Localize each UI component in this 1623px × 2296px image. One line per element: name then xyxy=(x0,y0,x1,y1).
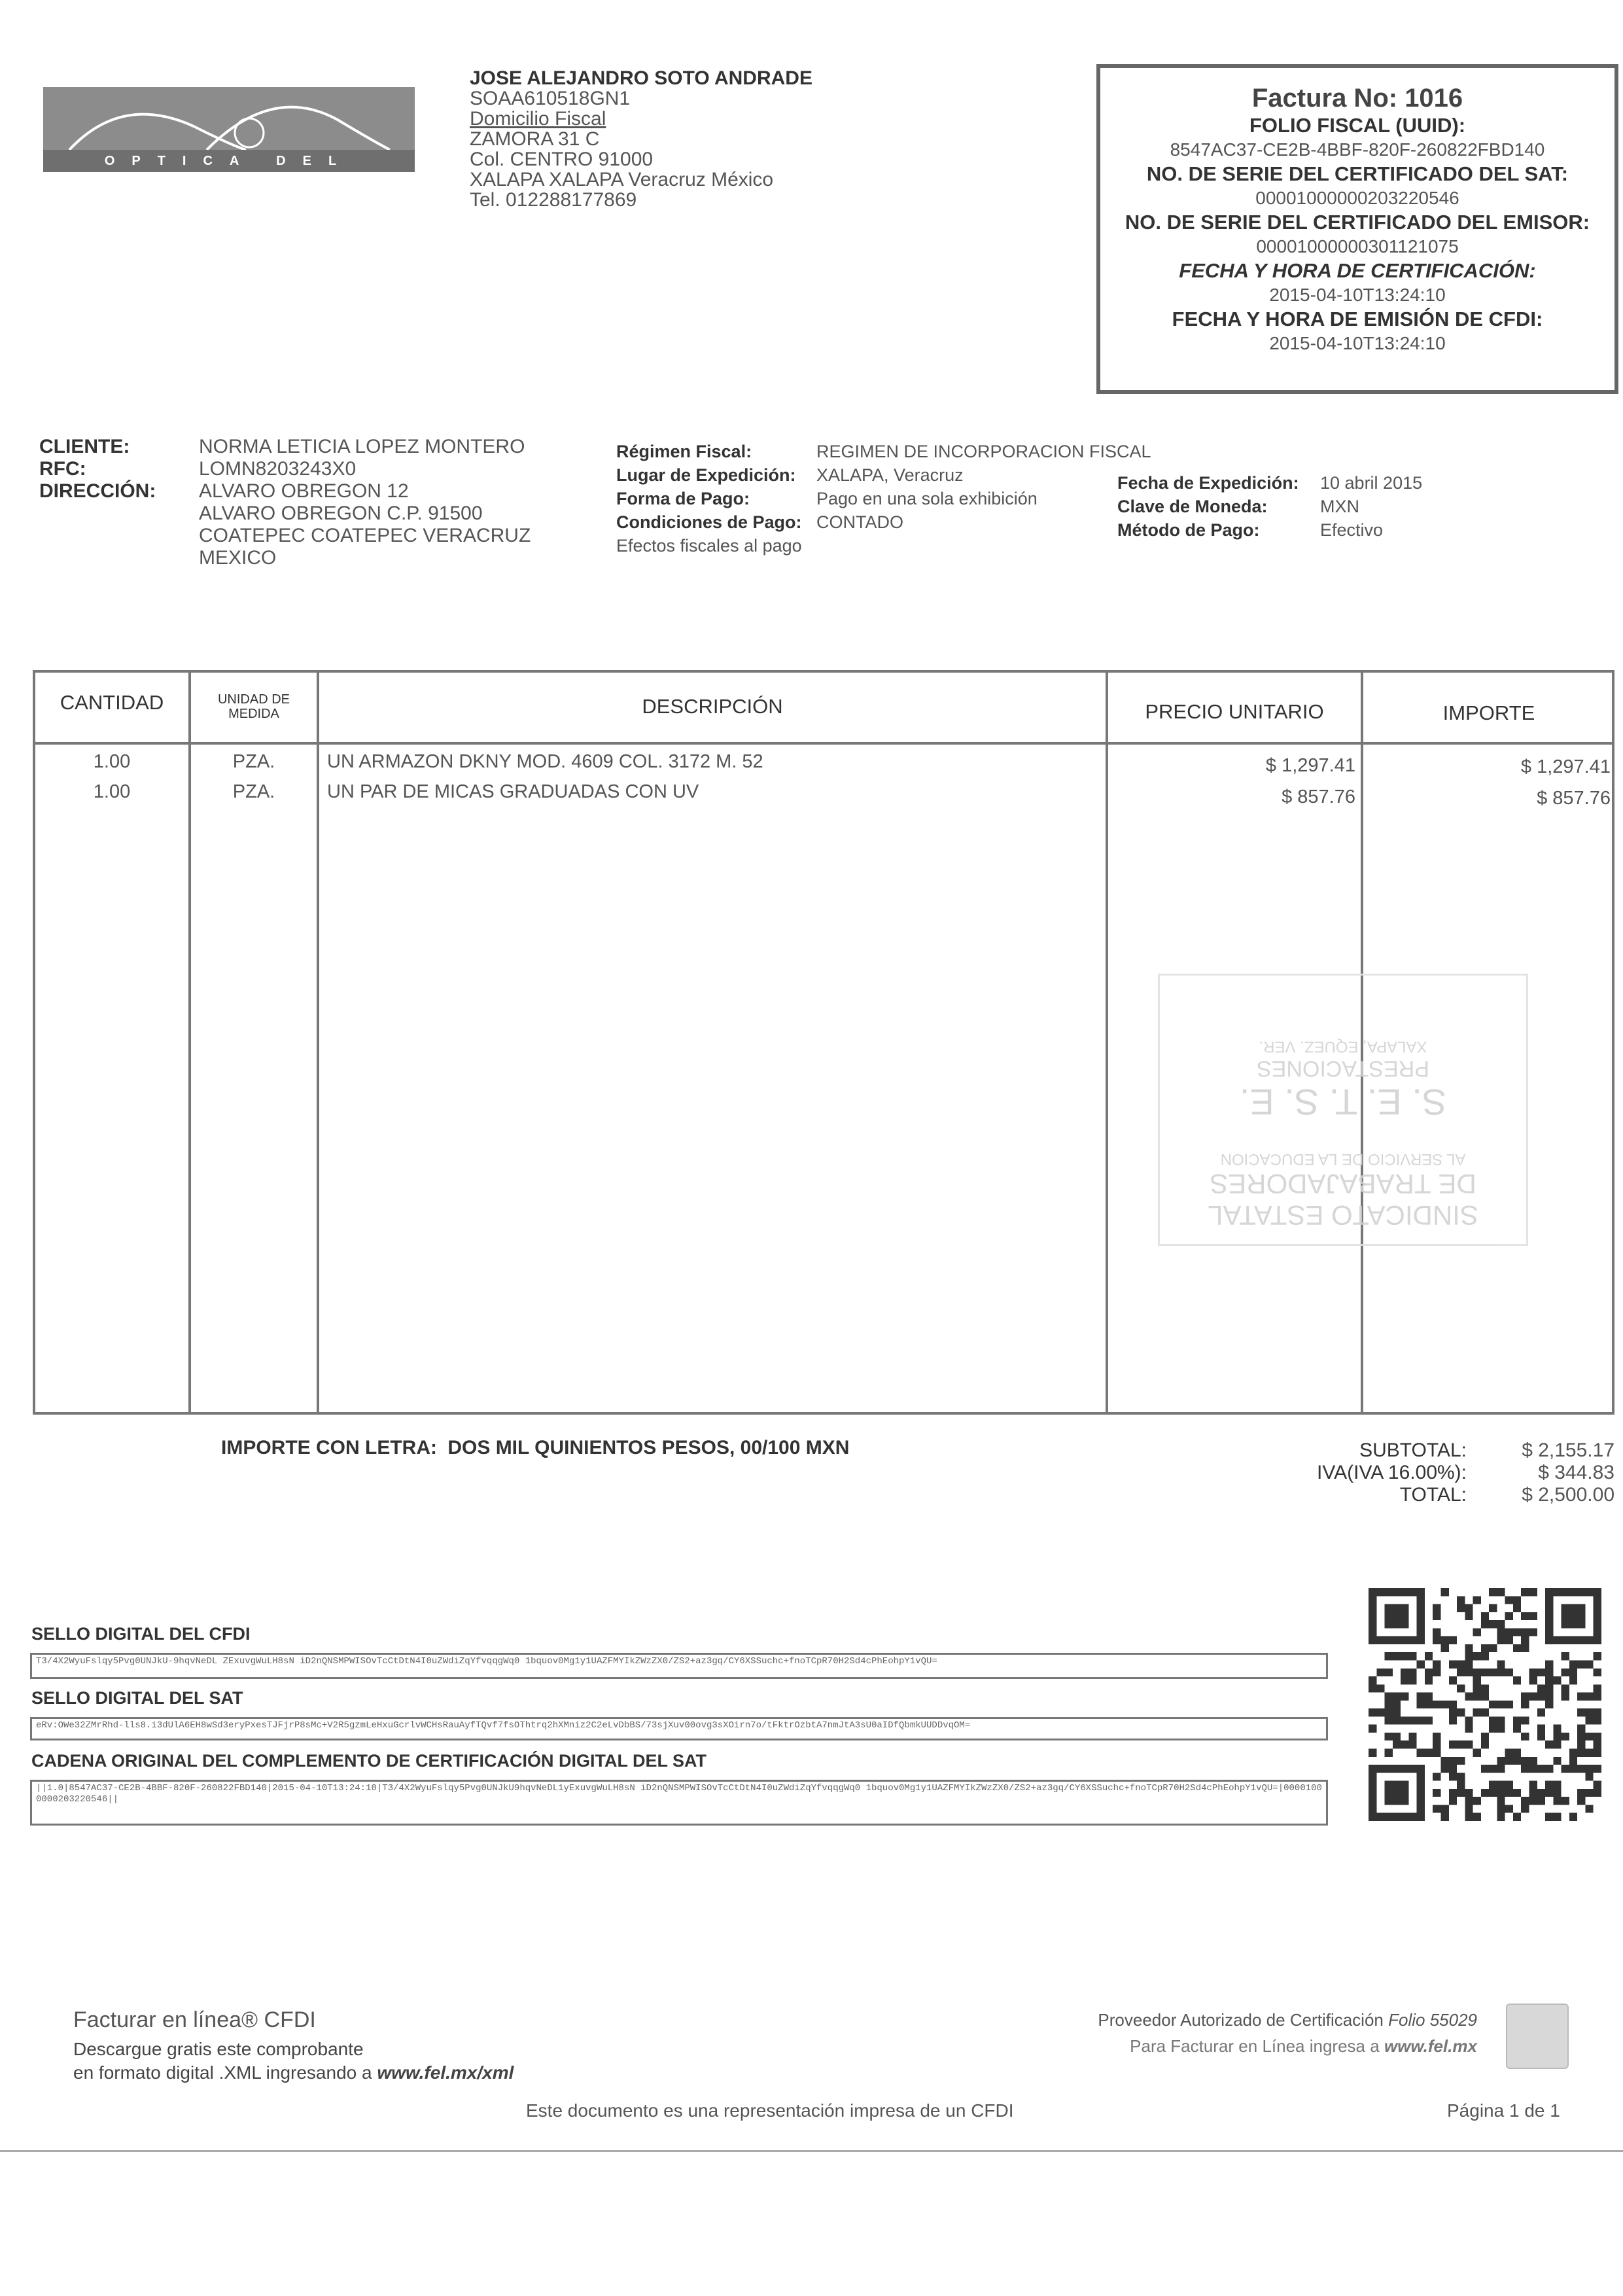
efectos-text: Efectos fiscales al pago xyxy=(616,536,802,556)
condiciones-value: CONTADO xyxy=(816,512,903,532)
rfc-label: RFC: xyxy=(39,458,86,480)
folio-label: FOLIO FISCAL (UUID): xyxy=(1249,114,1466,137)
footer-download-pre: en formato digital .XML ingresando a xyxy=(73,2062,377,2083)
company-logo xyxy=(43,87,415,190)
cert-date-value: 2015-04-10T13:24:10 xyxy=(1269,285,1446,305)
cadena-value: ||1.0|8547AC37-CE2B-4BBF-820F-260822FBD140|2015-04-10T13:24:10|T3/4X2WyuFslqy5Pvg0UNJkU9hqvNeDL1yExuvgWuLH8sN iD2nQNSMPWISOvTcCtDtN4I0uZWdiZqYfvqqgWq0 1bquov0Mg1y1UAZFMYIkZWzZX0/ZS2+az3gq/CY6XSSuchc+fnoTCpR70H2Sd4cPhEohpY1vQU=|00001000000203220546|| xyxy=(30,1780,1328,1826)
footer-download-line1: Descargue gratis este comprobante xyxy=(73,2039,364,2059)
issuer-street: ZAMORA 31 C xyxy=(470,128,600,150)
footer-download xyxy=(73,2038,514,2085)
issuer-name: JOSE ALEJANDRO SOTO ANDRADE xyxy=(470,67,812,89)
issuer-domicilio-label: Domicilio Fiscal xyxy=(470,108,606,130)
emisor-serial-value: 00001000000301121075 xyxy=(1256,236,1459,256)
client-label: CLIENTE: xyxy=(39,436,130,457)
header-unidad-line1: UNIDAD DE xyxy=(217,692,290,707)
invoice-info-box xyxy=(1096,64,1618,394)
logo-arcs-icon xyxy=(43,87,415,150)
lugar-label: Lugar de Expedición: xyxy=(616,465,796,485)
stamp-line: PRESTACIONES xyxy=(1257,1056,1429,1081)
table-row-importe: $ 857.76 xyxy=(1537,788,1611,809)
footer-fel-link[interactable]: www.fel.mx xyxy=(1384,2036,1477,2056)
sat-badge-icon xyxy=(1506,2004,1569,2069)
invoice-number: Factura No: 1016 xyxy=(1251,84,1463,113)
importe-letra xyxy=(221,1437,849,1459)
issuer-city: XALAPA XALAPA Veracruz México xyxy=(470,169,774,190)
issuer-rfc: SOAA610518GN1 xyxy=(470,88,631,109)
iva-value: $ 344.83 xyxy=(1538,1462,1614,1483)
header-unidad xyxy=(191,692,317,721)
cert-date-label: FECHA Y HORA DE CERTIFICACIÓN: xyxy=(1179,259,1536,282)
emisor-serial-label: NO. DE SERIE DEL CERTIFICADO DEL EMISOR: xyxy=(1125,211,1590,234)
metodo-value: Efectivo xyxy=(1320,520,1384,540)
stamp-line: DE TRABAJADORES xyxy=(1210,1169,1476,1199)
cadena-label: CADENA ORIGINAL DEL COMPLEMENTO DE CERTIFICACIÓN DIGITAL DEL SAT xyxy=(31,1751,707,1771)
sello-cfdi-label: SELLO DIGITAL DEL CFDI xyxy=(31,1624,251,1644)
totals-labels xyxy=(1230,1439,1467,1506)
stamp-line: XALAPA, EQUEZ. VER. xyxy=(1259,1038,1427,1055)
table-row-unidad: PZA. xyxy=(232,751,275,772)
table-row-unidad: PZA. xyxy=(232,781,275,802)
header-descripcion: DESCRIPCIÓN xyxy=(642,695,783,718)
moneda-value: MXN xyxy=(1320,497,1359,516)
table-row-importe: $ 1,297.41 xyxy=(1520,756,1611,777)
table-row-descripcion: UN PAR DE MICAS GRADUADAS CON UV xyxy=(327,781,699,802)
regimen-label: Régimen Fiscal: xyxy=(616,442,752,461)
total-label: TOTAL: xyxy=(1399,1484,1467,1506)
page-bottom-line xyxy=(0,2150,1623,2152)
stamp-line: SINDICATO ESTATAL xyxy=(1208,1200,1478,1231)
union-stamp xyxy=(1158,974,1528,1246)
sello-cfdi-value: T3/4X2WyuFslqy5Pvg0UNJkU-9hqvNeDL ZExuvgWuLH8sN iD2nQNSMPWISOvTcCtDtN4I0uZWdiZqYfvqqgWq0 1bquov0Mg1y1UAZFMYIkZWzZX0/ZS2+az3gq/CY6XSSuchc+fnoTCpR70H2Sd4cPhEohpY1vQU= xyxy=(30,1653,1328,1679)
sello-sat-label: SELLO DIGITAL DEL SAT xyxy=(31,1688,243,1708)
totals-values xyxy=(1480,1439,1614,1506)
fiscal-values xyxy=(816,440,1151,534)
client-labels xyxy=(39,436,156,503)
moneda-label: Clave de Moneda: xyxy=(1117,497,1268,516)
table-col-divider xyxy=(317,670,319,1415)
subtotal-value: $ 2,155.17 xyxy=(1522,1439,1614,1461)
client-addr3: COATEPEC COATEPEC VERACRUZ xyxy=(199,525,531,546)
table-row-descripcion: UN ARMAZON DKNY MOD. 4609 COL. 3172 M. 52 xyxy=(327,751,763,772)
fiscal-values-right xyxy=(1320,471,1422,542)
subtotal-label: SUBTOTAL: xyxy=(1359,1439,1467,1461)
header-cantidad: CANTIDAD xyxy=(60,691,164,714)
header-unidad-line2: MEDIDA xyxy=(228,707,279,721)
sat-serial-value: 00001000000203220546 xyxy=(1255,188,1459,208)
client-addr2: ALVARO OBREGON C.P. 91500 xyxy=(199,503,483,524)
client-addr4: MEXICO xyxy=(199,547,277,569)
issuer-colony: Col. CENTRO 91000 xyxy=(470,149,654,170)
client-values xyxy=(199,436,531,569)
footer-page-number: Página 1 de 1 xyxy=(1447,2100,1560,2121)
lugar-value: XALAPA, Veracruz xyxy=(816,465,964,485)
footer-provider-pre: Proveedor Autorizado de Certificación xyxy=(1098,2010,1389,2030)
footer-xml-link[interactable]: www.fel.mx/xml xyxy=(377,2062,514,2083)
importe-letra-value: DOS MIL QUINIENTOS PESOS, 00/100 MXN xyxy=(447,1437,850,1458)
fecha-label: Fecha de Expedición: xyxy=(1117,473,1299,493)
client-name: NORMA LETICIA LOPEZ MONTERO xyxy=(199,436,525,457)
sello-sat-value: eRv:OWe32ZMrRhd-lls8.i3dUlA6EH8wSd3eryPxesTJFjrP8sMc+V2R5gzmLeHxuGcrlvWCHsRauAyfTQvf7fsOThtrq2hXMniz2C2eLvDbBS/73sjXuv00ovg3sXOirn7o/tFktrOzbtA7nmJtA3sU0aIDfQbmkUUDDvqOM= xyxy=(30,1717,1328,1740)
emission-date-value: 2015-04-10T13:24:10 xyxy=(1269,333,1446,353)
table-row-precio: $ 857.76 xyxy=(1282,786,1355,807)
fecha-value: 10 abril 2015 xyxy=(1320,473,1423,493)
footer-brand: Facturar en línea® CFDI xyxy=(73,2007,316,2032)
table-row-cantidad: 1.00 xyxy=(93,751,131,772)
header-precio: PRECIO UNITARIO xyxy=(1145,700,1324,723)
forma-value: Pago en una sola exhibición xyxy=(816,489,1038,508)
logo-text: OPTICA DEL CORREO xyxy=(43,150,415,172)
iva-label: IVA(IVA 16.00%): xyxy=(1317,1462,1467,1483)
stamp-line: AL SERVICIO DE LA EDUCACION xyxy=(1220,1150,1466,1168)
footer-invoice-pre: Para Facturar en Línea ingresa a xyxy=(1130,2036,1384,2056)
qr-code-icon xyxy=(1369,1588,1601,1821)
footer-provider-folio: Folio 55029 xyxy=(1388,2010,1477,2030)
fiscal-labels xyxy=(616,440,802,557)
footer-provider xyxy=(1065,2010,1477,2030)
client-addr1: ALVARO OBREGON 12 xyxy=(199,480,409,502)
metodo-label: Método de Pago: xyxy=(1117,520,1260,540)
sat-serial-label: NO. DE SERIE DEL CERTIFICADO DEL SAT: xyxy=(1146,162,1569,185)
condiciones-label: Condiciones de Pago: xyxy=(616,512,802,532)
emission-date-label: FECHA Y HORA DE EMISIÓN DE CFDI: xyxy=(1172,308,1543,330)
table-row-precio: $ 1,297.41 xyxy=(1265,755,1355,776)
table-col-divider xyxy=(1106,670,1108,1415)
folio-value: 8547AC37-CE2B-4BBF-820F-260822FBD140 xyxy=(1170,139,1545,160)
footer-cfdi-note: Este documento es una representación impresa de un CFDI xyxy=(526,2100,1014,2121)
fiscal-labels-right xyxy=(1117,471,1299,542)
direccion-label: DIRECCIÓN: xyxy=(39,480,156,502)
issuer-phone: Tel. 012288177869 xyxy=(470,189,637,211)
total-value: $ 2,500.00 xyxy=(1522,1484,1614,1506)
regimen-value: REGIMEN DE INCORPORACION FISCAL xyxy=(816,442,1151,461)
table-row-cantidad: 1.00 xyxy=(93,781,131,802)
importe-letra-label: IMPORTE CON LETRA: xyxy=(221,1437,437,1458)
footer-invoice-online xyxy=(1065,2036,1477,2057)
forma-label: Forma de Pago: xyxy=(616,489,750,508)
stamp-line: S. E. T. S. E. xyxy=(1239,1082,1447,1123)
issuer-block xyxy=(470,68,812,210)
table-header-divider xyxy=(33,742,1614,745)
client-rfc: LOMN8203243X0 xyxy=(199,458,357,480)
header-importe: IMPORTE xyxy=(1442,701,1535,724)
footer-download-line2 xyxy=(73,2061,514,2085)
